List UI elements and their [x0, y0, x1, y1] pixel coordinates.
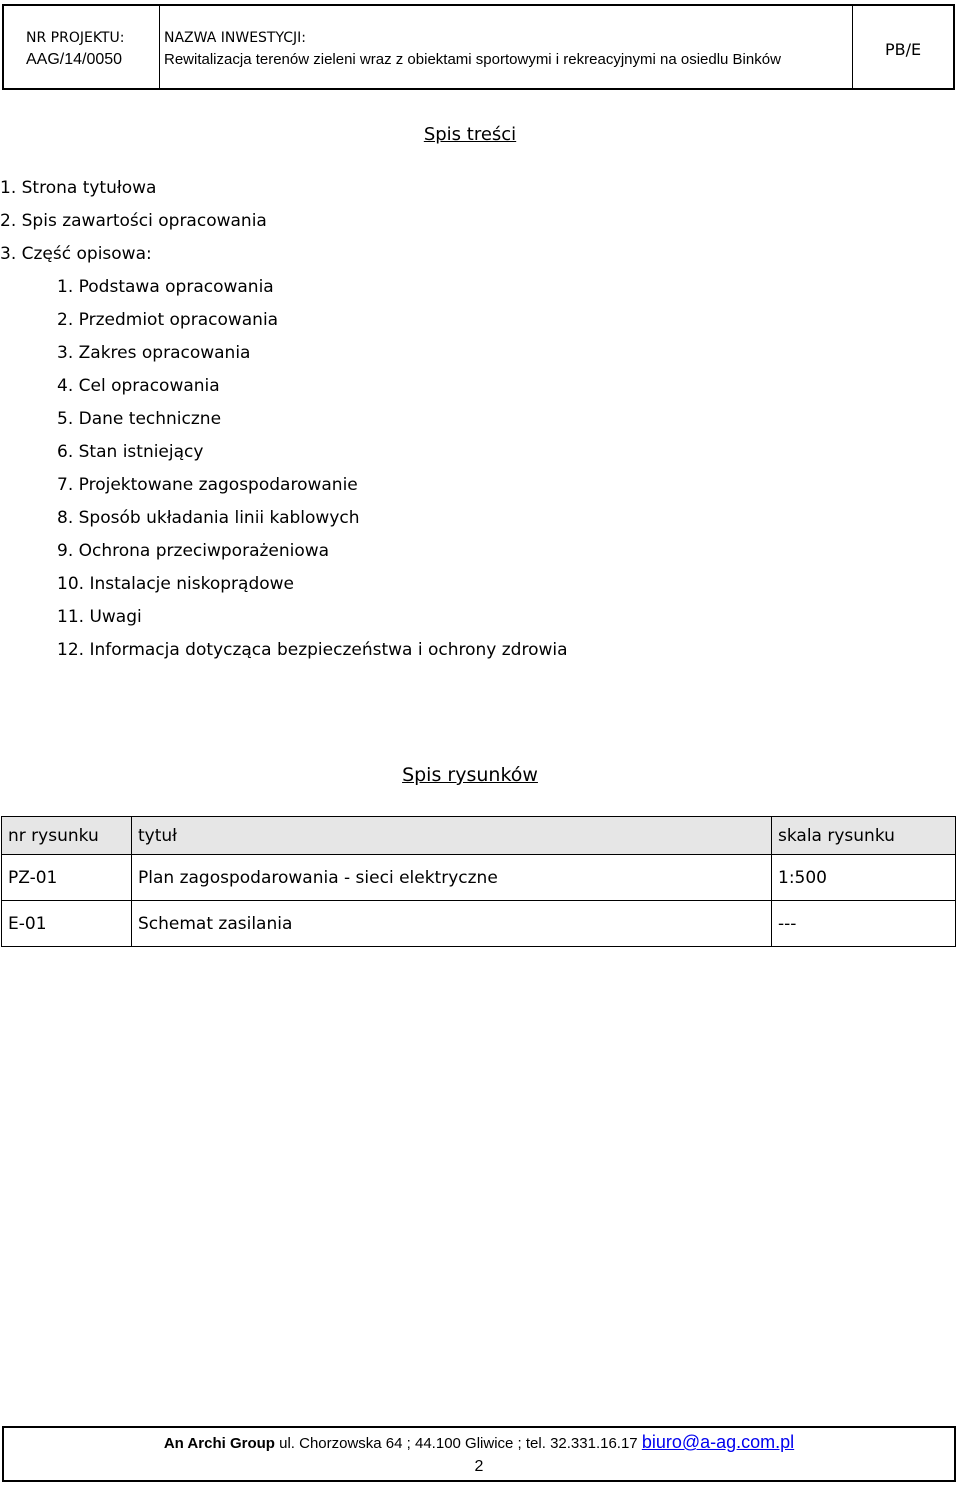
toc-subitem: 12. Informacja dotycząca bezpieczeństwa i ochrony zdrowia — [57, 640, 568, 660]
toc-subitem: 3. Zakres opracowania — [57, 343, 251, 363]
table-row — [2, 855, 956, 901]
column-header-title: tytuł — [132, 817, 772, 855]
toc-subitem: 11. Uwagi — [57, 607, 142, 627]
toc-subitem: 4. Cel opracowania — [57, 376, 220, 396]
drawing-title: Plan zagospodarowania - sieci elektryczne — [132, 855, 772, 901]
table-row — [2, 901, 956, 947]
footer-company: An Archi Group — [163, 1435, 275, 1452]
toc-item: 3. Część opisowa: — [0, 244, 152, 264]
toc-title: Spis treści — [423, 124, 517, 145]
drawing-title: Schemat zasilania — [132, 901, 772, 947]
toc-subitem: 8. Sposób układania linii kablowych — [57, 508, 360, 528]
drawing-number: E-01 — [2, 901, 132, 947]
footer-address: ul. Chorzowska 64 ; 44.100 Gliwice ; tel. 32.331.16.17 — [274, 1435, 642, 1452]
toc-subitem: 1. Podstawa opracowania — [57, 277, 274, 297]
investment-name-value: Rewitalizacja terenów zieleni wraz z obiektami sportowymi i rekreacyjnymi na osiedlu Binków — [164, 51, 781, 68]
column-header-scale: skala rysunku — [772, 817, 956, 855]
project-number-cell — [4, 6, 160, 88]
drawing-scale: --- — [772, 901, 956, 947]
toc-subitem: 9. Ochrona przeciwporażeniowa — [57, 541, 330, 561]
table-of-contents — [0, 172, 568, 667]
investment-name-label: NAZWA INWESTYCJI: — [164, 30, 307, 46]
figures-title: Spis rysunków — [402, 764, 538, 786]
project-number-value: AAG/14/0050 — [26, 51, 123, 68]
toc-subitem: 6. Stan istniejący — [57, 442, 204, 462]
investment-name-cell — [160, 6, 853, 88]
drawing-scale: 1:500 — [772, 855, 956, 901]
toc-subitem: 2. Przedmiot opracowania — [57, 310, 279, 330]
toc-subitem: 10. Instalacje niskoprądowe — [57, 574, 295, 594]
project-number-label: NR PROJEKTU: — [26, 30, 125, 46]
figures-table — [1, 816, 956, 947]
toc-item: 2. Spis zawartości opracowania — [0, 211, 267, 231]
column-header-number: nr rysunku — [2, 817, 132, 855]
toc-subitem: 7. Projektowane zagospodarowanie — [57, 475, 358, 495]
table-header-row — [2, 817, 956, 855]
drawing-number: PZ-01 — [2, 855, 132, 901]
toc-item: 1. Strona tytułowa — [0, 178, 157, 198]
stage-code: PB/E — [884, 40, 922, 59]
stage-code-cell — [853, 6, 953, 88]
footer-email-link[interactable]: biuro@a-ag.com.pl — [641, 1432, 795, 1452]
toc-subitem: 5. Dane techniczne — [57, 409, 222, 429]
document-header — [2, 4, 955, 90]
document-footer — [2, 1426, 956, 1482]
footer-contact-line — [4, 1432, 954, 1453]
page-number: 2 — [474, 1458, 484, 1475]
